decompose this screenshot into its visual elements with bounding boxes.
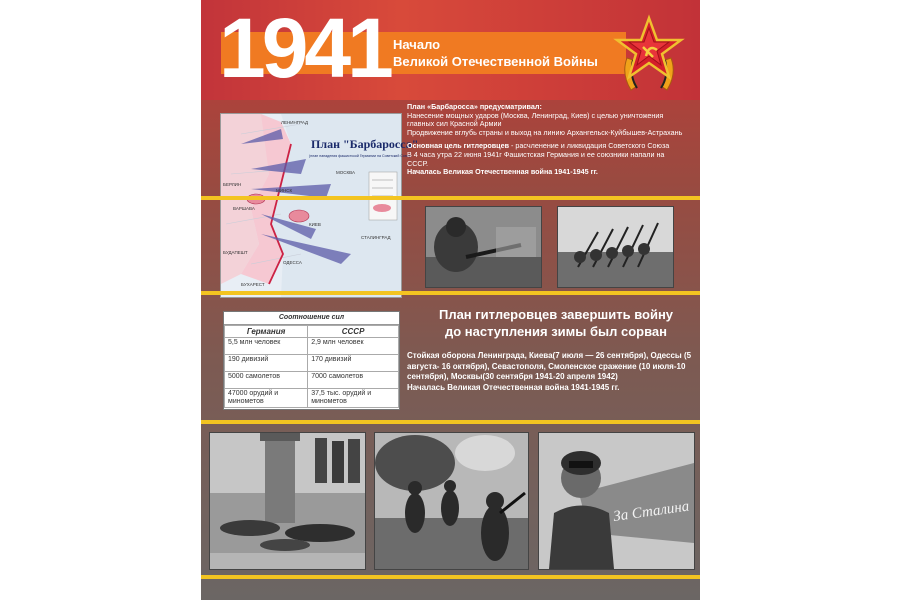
- plan-description: [407, 103, 683, 177]
- heading-line-1: Начало: [393, 37, 441, 52]
- barbarossa-map: [220, 113, 419, 298]
- table-row: [225, 372, 399, 389]
- photo-soldier-machine-gun: [425, 206, 542, 288]
- photo-soldiers-attack: [374, 432, 529, 570]
- map-city-bucharest: БУХАРЕСТ: [241, 282, 265, 287]
- map-graphic: [221, 114, 419, 297]
- column-header-ussr: СССР: [308, 326, 399, 338]
- red-star-emblem-icon: [613, 14, 685, 94]
- table-cell: 47000 орудий и минометов: [225, 389, 308, 408]
- map-city-berlin: БЕРЛИН: [223, 182, 242, 187]
- main-goal-text: - расчленение и ликвидация Советского Союза: [509, 141, 670, 151]
- defense-text: [407, 351, 692, 393]
- plane-inscription: За Сталина: [612, 498, 691, 525]
- section-title-line-1: План гитлеровцев завершить войну: [438, 307, 674, 322]
- table-cell: 37,5 тыс. орудий и минометов: [308, 389, 399, 408]
- map-title: План "Барбаросса": [311, 137, 419, 151]
- heading-line-2: Великой Отечественной Войны: [393, 54, 598, 69]
- column-header-germany: Германия: [225, 326, 308, 338]
- table-cell: 5000 самолетов: [225, 372, 308, 389]
- map-city-odessa: ОДЕССА: [283, 260, 302, 265]
- poster-heading: [393, 36, 598, 70]
- plan-point-2: Продвижение вглубь страны и выход на линию Архангельск-Куйбышев-Астрахань: [407, 127, 683, 137]
- forces-ratio-table: [223, 311, 400, 410]
- table-row: [225, 355, 399, 372]
- map-city-minsk: МИНСК: [276, 188, 293, 193]
- plan-heading: План «Барбаросса» предусматривал:: [407, 102, 542, 111]
- map-city-leningrad: ЛЕНИНГРАД: [281, 120, 309, 125]
- table-cell: 2,9 млн человек: [308, 338, 399, 355]
- map-city-kiev: КИЕВ: [309, 222, 321, 227]
- ratio-grid: [224, 325, 399, 408]
- poster: [201, 0, 700, 600]
- closing-line: Началась Великая Отечественная война 1941-1945 гг.: [407, 382, 620, 392]
- plan-point-1: Нанесение мощных ударов (Москва, Ленинград, Киев) с целью уничтожения главных сил Красной Армии: [407, 110, 664, 129]
- war-began: Началась Великая Отечественная война 1941-1945 гг.: [407, 167, 598, 177]
- map-city-budapest: БУДАПЕШТ: [223, 250, 248, 255]
- defense-list: Стойкая оборона Ленинграда, Киева(7 июля — 26 сентября), Одессы (5 августа- 16 октября), Севастополя, Смоленское сражение (10 июля-10 сентября), Москвы(30 сентября 1941-20 апреля 1942): [407, 351, 692, 382]
- photo-fallen-soldiers: [209, 432, 366, 570]
- table-cell: 170 дивизий: [308, 355, 399, 372]
- attack-date: В 4 часа утра 22 июня 1941г Фашистская Германия и ее союзники напали на СССР.: [407, 149, 665, 168]
- table-cell: 5,5 млн человек: [225, 338, 308, 355]
- table-row: [225, 338, 399, 355]
- divider-stripe: [201, 575, 700, 579]
- divider-stripe: [201, 291, 700, 295]
- table-row: [225, 389, 399, 408]
- map-city-stalingrad: СТАЛИНГРАД: [361, 235, 391, 240]
- photo-pilot-plane: [538, 432, 695, 570]
- map-city-warsaw: ВАРШАВА: [233, 206, 255, 211]
- main-goal-label: Основная цель гитлеровцев: [407, 141, 510, 151]
- table-cell: 190 дивизий: [225, 355, 308, 372]
- map-subtitle: (план нападения фашистской Германии на Советский Союз): [309, 154, 411, 158]
- table-cell: 7000 самолетов: [308, 372, 399, 389]
- year-title: 1941: [219, 1, 390, 95]
- divider-stripe: [201, 420, 700, 424]
- table-caption: Соотношение сил: [224, 312, 399, 325]
- divider-stripe: [201, 196, 700, 200]
- section-title: [431, 306, 681, 340]
- photo-soldiers-rifles: [557, 206, 674, 288]
- section-title-line-2: до наступления зимы был сорван: [444, 324, 668, 339]
- map-city-moscow: МОСКВА: [336, 170, 355, 175]
